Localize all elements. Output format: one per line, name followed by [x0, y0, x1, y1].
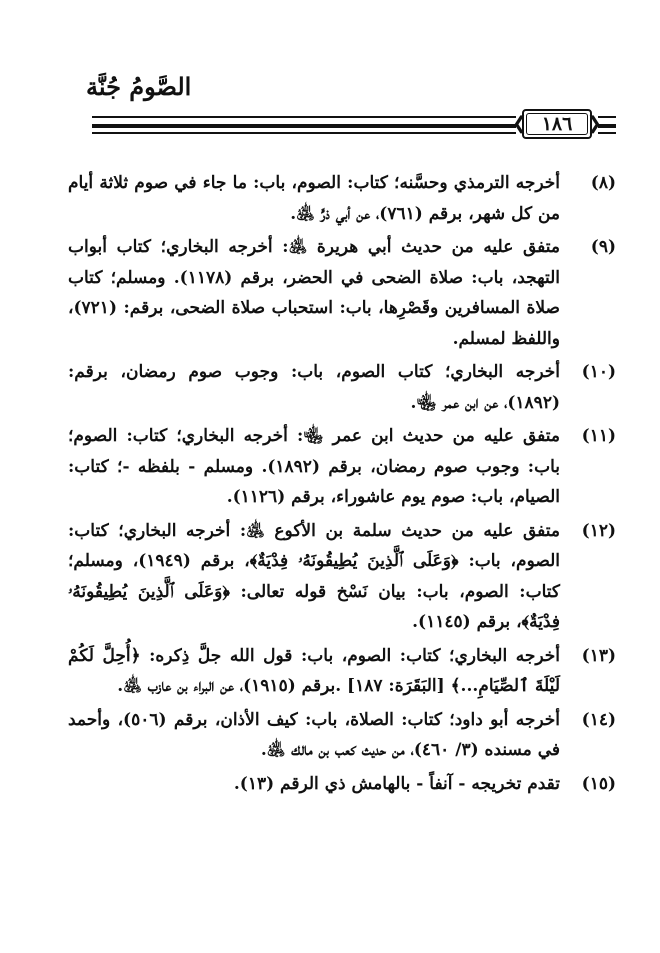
footnote-text: أخرجه البخاري؛ كتاب الصوم، باب: وجوب صوم رمضان، برقم: (١٨٩٢)، عن ابن عمر ﵄. [68, 362, 560, 413]
running-header-title: الصَّومُ جُنَّة [86, 72, 192, 101]
ornament-left-icon: ❮ [512, 113, 528, 134]
footnote-text: أخرجه أبو داود؛ كتاب: الصلاة، باب: كيف الأذان، برقم (٥٠٦)، وأحمد في مسنده (٣/ ٤٦٠)، من حديث كعب بن مالك ﵁. [68, 709, 560, 760]
page-number: ١٨٦ [541, 113, 573, 135]
footnote-text: أخرجه البخاري؛ كتاب: الصوم، باب: قول الله جلَّ ذِكره: ﴿أُحِلَّ لَكُمْ لَيْلَةَ ٱلصِّيَامِ...﴾ [البَقَرَة: ١٨٧] .برقم (١٩١٥)، عن البراء بن عازب ﵁. [68, 645, 560, 696]
page-number-ornament [512, 107, 602, 143]
footnote-number: (١٢) [581, 520, 616, 541]
footnote-text: متفق عليه من حديث سلمة بن الأكوع ﵁: أخرجه البخاري؛ كتاب: الصوم، باب: ﴿وَعَلَى ٱلَّذِينَ يُطِيقُونَهُۥ فِدْيَةٌ﴾، برقم (١٩٤٩)، ومسلم؛ كتاب: الصوم، باب: بيان نَسْخ قوله تعالى: ﴿وَعَلَى ٱلَّذِينَ يُطِيقُونَهُۥ فِدْيَةٌ﴾، برقم (١١٤٥). [68, 520, 561, 632]
footnote [68, 232, 616, 354]
footnote [68, 641, 616, 702]
footnote-number: (١٣) [581, 645, 616, 666]
footnote-number: (١٤) [581, 709, 616, 730]
footnote-text: أخرجه الترمذي وحسَّنه؛ كتاب: الصوم، باب: ما جاء في صوم ثلاثة أيام من كل شهر، برقم (٧٦١)، عن أبي ذرٍّ ﵁. [68, 173, 560, 224]
footnote [68, 769, 616, 800]
footnote-text: تقدم تخريجه - آنفاً - بالهامش ذي الرقم (١٣). [233, 773, 560, 794]
footnote-number: (٩) [590, 237, 616, 257]
footnote [68, 421, 616, 513]
footnote [68, 168, 616, 229]
footnote-number: (١٥) [581, 773, 616, 794]
footnote-number: (٨) [590, 173, 616, 193]
footnote [68, 516, 616, 638]
footnote [68, 357, 616, 418]
footnote-number: (١٠) [581, 362, 616, 382]
page-number-frame [522, 109, 592, 139]
footnote [68, 705, 616, 766]
footnote-text: متفق عليه من حديث أبي هريرة ﵁: أخرجه البخاري؛ كتاب أبواب التهجد، باب: صلاة الضحى في الحضر، برقم (١١٧٨). ومسلم؛ كتاب صلاة المسافرين وقَصْرِها، باب: استحباب صلاة الضحى، برقم: (٧٢١)، واللفظ لمسلم. [68, 237, 560, 349]
footnotes-list [68, 168, 616, 802]
footnote-text: متفق عليه من حديث ابن عمر ﵄: أخرجه البخاري؛ كتاب: الصوم؛ باب: وجوب صوم رمضان، برقم (١٨٩٢). ومسلم - بلفظه -؛ كتاب: الصيام، باب: صوم يوم عاشوراء، برقم (١١٢٦). [68, 426, 560, 507]
ornament-right-icon: ❯ [586, 113, 602, 134]
footnote-number: (١١) [581, 426, 616, 446]
